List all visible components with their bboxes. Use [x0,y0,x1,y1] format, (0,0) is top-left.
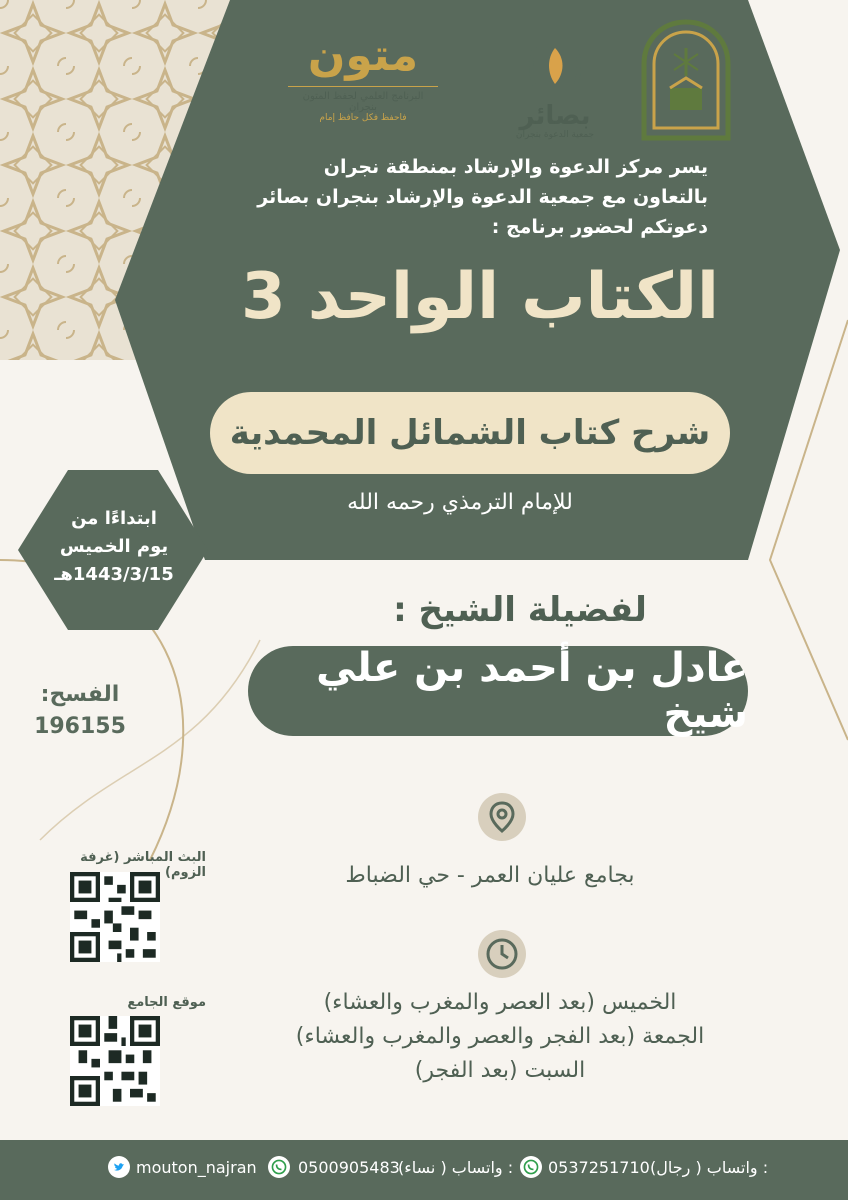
location-text: بجامع عليان العمر - حي الضباط [345,863,635,888]
mosque-location-qr-code-icon[interactable] [70,1016,160,1106]
intro-line-1: يسر مركز الدعوة والإرشاد بمنطقة نجران [323,156,708,178]
basair-sub: جمعية الدعوة بنجران [515,130,595,140]
schedule-saturday: السبت (بعد الفجر) [414,1058,586,1083]
mosque-location-label: موقع الجامع [127,995,206,1010]
twitter-handle[interactable]: mouton_najran [136,1158,257,1177]
fasah-label: الفسح: [40,682,120,707]
whatsapp-icon [268,1156,290,1178]
start-date-line-2: يوم الخميس [59,536,169,557]
clock-icon [478,930,526,978]
ministry-emblem-icon [640,18,732,143]
basair-logo-icon [505,18,605,143]
intro-line-3: دعوتكم لحضور برنامج : [491,216,708,238]
basair-name: بصائر [519,101,591,131]
fasah-number: 196155 [34,714,126,739]
mutoon-slogan: فاحفظ فكل حافظ إمام [319,113,407,123]
sheikh-label: لفضيلة الشيخ : [393,590,647,630]
mutoon-name: متون [307,30,419,81]
sheikh-name: عادل بن أحمد بن علي شيخ [316,645,748,737]
whatsapp-icon [520,1156,542,1178]
whatsapp-women-phone[interactable]: 0500905483 [298,1158,400,1177]
program-title: الكتاب الواحد 3 [241,260,719,334]
subtitle-text: شرح كتاب الشمائل المحمدية [229,413,711,453]
whatsapp-women-label: واتساب ( نساء) : [398,1158,514,1177]
twitter-icon [108,1156,130,1178]
start-date-line-1: ابتداءًا من [71,508,157,529]
location-pin-icon [478,793,526,841]
schedule-thursday: الخميس (بعد العصر والمغرب والعشاء) [323,990,677,1015]
intro-line-2: بالتعاون مع جمعية الدعوة والإرشاد بنجران بصائر [257,186,708,208]
start-date-line-3: 1443/3/15هـ [54,564,174,585]
schedule-friday: الجمعة (بعد الفجر والعصر والمغرب والعشاء) [295,1024,705,1049]
live-stream-qr-code-icon[interactable] [70,872,160,962]
mutoon-sub: البرنامج العلمي لحفظ المتون بنجران [288,86,438,113]
mutoon-logo-icon [288,18,438,143]
sheikh-pill [248,646,748,736]
imam-line: للإمام الترمذي رحمه الله [347,490,573,515]
whatsapp-men-phone[interactable]: 0537251710 [548,1158,650,1177]
live-stream-label: البث المباشر (غرفة الزوم) [80,850,206,880]
subtitle-pill [210,392,730,474]
whatsapp-men-label: واتساب ( رجال) : [650,1158,769,1177]
